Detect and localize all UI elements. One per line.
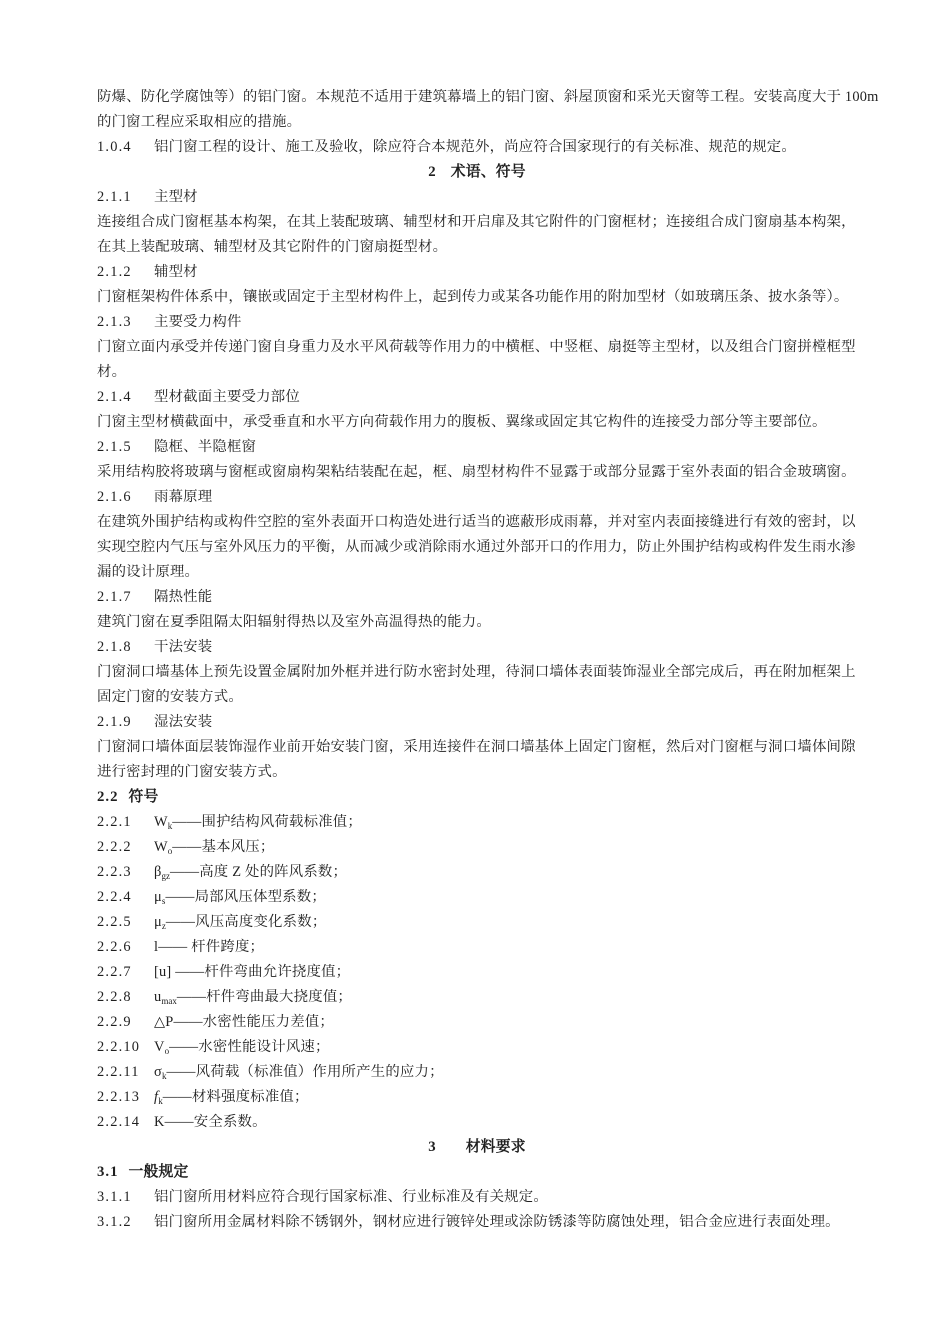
clause-number: 2.2.9 <box>97 1014 132 1030</box>
clause-number: 3.1.2 <box>97 1214 132 1230</box>
clause-number: 2.1.1 <box>97 189 132 205</box>
subsection-heading-text: 符号 <box>128 789 159 805</box>
clause-number: 2.2.7 <box>97 964 132 980</box>
clause-number: 2.2.5 <box>97 914 132 930</box>
paragraph-text: 门窗框架构件体系中，镶嵌或固定于主型材构件上，起到传力或某各功能作用的附加型材（如玻璃压条、披水条等）。 <box>97 289 849 305</box>
symbol-glyph: μ <box>154 889 162 905</box>
symbol-definition <box>97 810 857 835</box>
symbol-definition <box>97 860 857 885</box>
symbol-definition <box>97 935 857 960</box>
clause-number: 2.1.3 <box>97 314 132 330</box>
paragraph-text: 连接组合成门窗框基本构架，在其上装配玻璃、辅型材和开启扉及其它附件的门窗框材；连接组合成门窗扇基本构架， <box>97 214 856 230</box>
clause-heading <box>97 385 857 410</box>
subsection-heading <box>97 785 857 810</box>
chapter-heading <box>97 1135 857 1160</box>
paragraph-text: 实现空腔内气压与室外风压力的平衡，从而减少或消除雨水通过外部开口的作用力，防止外围护结构或构件发生雨水渗 <box>97 539 856 555</box>
symbol-subscript: k <box>167 821 173 831</box>
paragraph-text: 固定门窗的安装方式。 <box>97 689 243 705</box>
paragraph-line <box>97 560 857 585</box>
chapter-heading-text: 2 术语、符号 <box>428 164 526 180</box>
clause-heading <box>97 485 857 510</box>
subsection-number: 2.2 <box>97 789 119 805</box>
paragraph-text: 漏的设计原理。 <box>97 564 200 580</box>
symbol-description: —— 杆件跨度； <box>158 939 265 955</box>
paragraph-line <box>97 110 857 135</box>
clause-title: 辅型材 <box>154 264 198 280</box>
symbol-description: ——局部风压体型系数； <box>165 889 326 905</box>
clause-number: 2.2.14 <box>97 1114 141 1130</box>
numbered-paragraph <box>97 1210 857 1235</box>
paragraph-line <box>97 360 857 385</box>
paragraph-text: 采用结构胶将玻璃与窗框或窗扇构架粘结装配在起，框、扇型材构件不显露于或部分显露于室外表面的铝合金玻璃窗。 <box>97 464 856 480</box>
clause-number: 2.2.3 <box>97 864 132 880</box>
chapter-heading-text: 3 材料要求 <box>428 1139 526 1155</box>
paragraph-line <box>97 510 857 535</box>
symbol-glyph: u <box>154 989 162 1005</box>
symbol-description: ——水密性能设计风速； <box>169 1039 330 1055</box>
clause-title: 主型材 <box>154 189 198 205</box>
paragraph-line <box>97 335 857 360</box>
paragraph-text: 进行密封理的门窗安装方式。 <box>97 764 287 780</box>
symbol-subscript: gz <box>161 871 171 881</box>
symbol-definition <box>97 835 857 860</box>
symbol-description: ——风荷载（标准值）作用所产生的应力； <box>166 1064 444 1080</box>
clause-title: 隐框、半隐框窗 <box>154 439 257 455</box>
symbol-subscript: k <box>161 1071 167 1081</box>
paragraph-text: 建筑门窗在夏季阻隔太阳辐射得热以及室外高温得热的能力。 <box>97 614 491 630</box>
clause-number: 2.1.4 <box>97 389 132 405</box>
numbered-paragraph <box>97 135 857 160</box>
symbol-glyph: σ <box>154 1064 162 1080</box>
clause-number: 2.2.8 <box>97 989 132 1005</box>
symbol-glyph: β <box>154 864 162 880</box>
symbol-subscript: z <box>161 921 166 931</box>
paragraph-line <box>97 735 857 760</box>
symbol-glyph: W <box>154 839 168 855</box>
clause-number: 2.1.5 <box>97 439 132 455</box>
clause-heading <box>97 435 857 460</box>
paragraph-text: 在建筑外围护结构或构件空腔的室外表面开口构造处进行适当的遮蔽形成雨幕，并对室内表面接缝进行有效的密封，以 <box>97 514 856 530</box>
paragraph-line <box>97 535 857 560</box>
symbol-description: ——杆件弯曲最大挠度值； <box>176 989 352 1005</box>
clause-number: 2.2.4 <box>97 889 132 905</box>
paragraph-line <box>97 210 857 235</box>
paragraph-line <box>97 285 857 310</box>
clause-heading <box>97 585 857 610</box>
clause-heading <box>97 635 857 660</box>
symbol-description: ——高度 Z 处的阵风系数； <box>170 864 348 880</box>
symbol-subscript: o <box>167 846 173 856</box>
clause-heading <box>97 260 857 285</box>
subsection-heading-text: 一般规定 <box>128 1164 189 1180</box>
paragraph-line <box>97 660 857 685</box>
subsection-number: 3.1 <box>97 1164 119 1180</box>
clause-title: 型材截面主要受力部位 <box>154 389 300 405</box>
symbol-definition <box>97 985 857 1010</box>
chapter-heading <box>97 160 857 185</box>
symbol-description: ——围护结构风荷载标准值； <box>172 814 362 830</box>
symbol-glyph: [u] <box>154 964 176 980</box>
clause-number: 3.1.1 <box>97 1189 132 1205</box>
clause-title: 主要受力构件 <box>154 314 242 330</box>
symbol-description: ——基本风压； <box>172 839 275 855</box>
numbered-paragraph <box>97 1185 857 1210</box>
paragraph-text: 在其上装配玻璃、辅型材及其它附件的门窗扇挺型材。 <box>97 239 448 255</box>
symbol-glyph: △P <box>154 1014 174 1030</box>
symbol-description: ——杆件弯曲允许挠度值； <box>175 964 351 980</box>
clause-title: 隔热性能 <box>154 589 213 605</box>
paragraph-text: 门窗洞口墙体面层装饰湿作业前开始安装门窗，采用连接件在洞口墙基体上固定门窗框，然后对门窗框与洞口墙体间隙 <box>97 739 856 755</box>
symbol-glyph: l <box>154 939 159 955</box>
symbol-description: ——风压高度变化系数； <box>165 914 327 930</box>
paragraph-line <box>97 760 857 785</box>
symbol-definition <box>97 1060 857 1085</box>
paragraph-text: 门窗立面内承受并传递门窗自身重力及水平风荷载等作用力的中横框、中竖框、扇挺等主型材，以及组合门窗拼樘框型 <box>97 339 856 355</box>
paragraph-line <box>97 85 879 110</box>
symbol-subscript: o <box>164 1046 170 1056</box>
symbol-description: ——安全系数。 <box>164 1114 267 1130</box>
symbol-definition <box>97 1010 857 1035</box>
clause-number: 2.1.2 <box>97 264 132 280</box>
symbol-glyph: V <box>154 1039 165 1055</box>
clause-number: 1.0.4 <box>97 139 132 155</box>
clause-number: 2.2.1 <box>97 814 132 830</box>
symbol-description: ——水密性能压力差值； <box>173 1014 334 1030</box>
clause-title: 湿法安装 <box>154 714 213 730</box>
clause-heading <box>97 185 857 210</box>
clause-number: 2.1.8 <box>97 639 132 655</box>
clause-number: 2.2.10 <box>97 1039 141 1055</box>
symbol-glyph: K <box>154 1114 165 1130</box>
symbol-glyph: μ <box>154 914 162 930</box>
clause-number: 2.1.7 <box>97 589 132 605</box>
subsection-heading <box>97 1160 857 1185</box>
symbol-definition <box>97 1035 857 1060</box>
symbol-definition <box>97 1110 857 1135</box>
clause-number: 2.2.6 <box>97 939 132 955</box>
paragraph-text: 铝门窗工程的设计、施工及验收，除应符合本规范外，尚应符合国家现行的有关标准、规范的规定。 <box>154 139 796 155</box>
clause-number: 2.1.9 <box>97 714 132 730</box>
symbol-subscript: s <box>161 896 166 906</box>
paragraph-line <box>97 610 857 635</box>
clause-heading <box>97 310 857 335</box>
symbol-definition <box>97 885 857 910</box>
paragraph-text: 材。 <box>97 364 127 380</box>
symbol-subscript: max <box>161 996 177 1006</box>
paragraph-text: 铝门窗所用材料应符合现行国家标准、行业标准及有关规定。 <box>154 1189 548 1205</box>
symbol-glyph: W <box>154 814 168 830</box>
paragraph-line <box>97 235 857 260</box>
clause-title: 干法安装 <box>154 639 213 655</box>
clause-title: 雨幕原理 <box>154 489 213 505</box>
paragraph-text: 铝门窗所用金属材料除不锈钢外，钢材应进行镀锌处理或涂防锈漆等防腐蚀处理，铝合金应进行表面处理。 <box>154 1214 840 1230</box>
clause-number: 2.2.2 <box>97 839 132 855</box>
symbol-definition <box>97 1085 857 1110</box>
clause-number: 2.1.6 <box>97 489 132 505</box>
symbol-subscript: k <box>158 1096 163 1106</box>
clause-heading <box>97 710 857 735</box>
clause-number: 2.2.13 <box>97 1089 141 1105</box>
paragraph-text: 门窗洞口墙基体上预先设置金属附加外框并进行防水密封处理，待洞口墙体表面装饰湿业全部完成后，再在附加框架上 <box>97 664 856 680</box>
paragraph-text: 防爆、防化学腐蚀等）的铝门窗。本规范不适用于建筑幕墙上的铝门窗、斜屋顶窗和采光天窗等工程。安装高度大于 100m <box>97 89 879 105</box>
symbol-definition <box>97 960 857 985</box>
symbol-description: ——材料强度标准值； <box>162 1089 309 1105</box>
symbol-definition <box>97 910 857 935</box>
symbol-glyph: f <box>154 1089 159 1105</box>
paragraph-text: 的门窗工程应采取相应的措施。 <box>97 114 302 130</box>
paragraph-text: 门窗主型材横截面中，承受垂直和水平方向荷载作用力的腹板、翼缘或固定其它构件的连接受力部分等主要部位。 <box>97 414 827 430</box>
paragraph-line <box>97 685 857 710</box>
paragraph-line <box>97 460 857 485</box>
clause-number: 2.2.11 <box>97 1064 140 1080</box>
paragraph-line <box>97 410 857 435</box>
